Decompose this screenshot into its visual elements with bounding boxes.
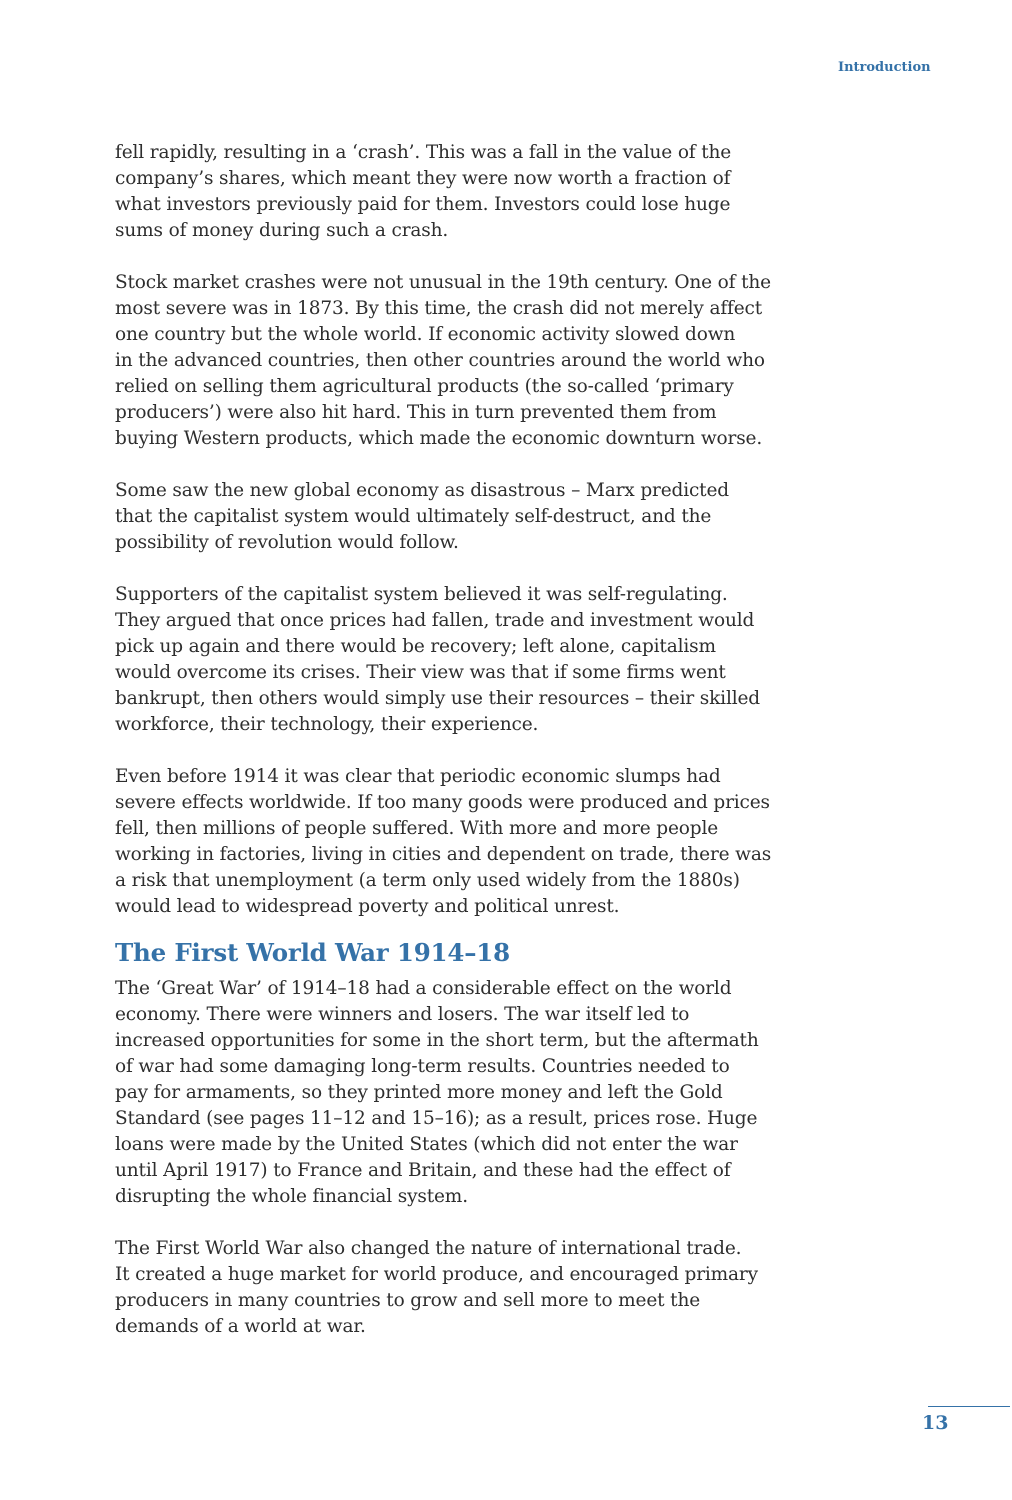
text-line: what investors previously paid for them. Investors could lose huge [115,194,731,215]
text-line: Even before 1914 it was clear that periodic economic slumps had [115,766,721,787]
body-before-heading [115,140,783,920]
section-heading: The First World War 1914–18 [115,938,510,967]
text-line: of war had some damaging long-term results. Countries needed to [115,1056,730,1077]
text-line: producers’) were also hit hard. This in turn prevented them from [115,402,717,423]
text-line: buying Western products, which made the economic downturn worse. [115,428,763,449]
page-number: 13 [922,1412,949,1434]
paragraph [115,976,783,1210]
text-line: Supporters of the capitalist system believed it was self-regulating. [115,584,728,605]
text-line: severe effects worldwide. If too many goods were produced and prices [115,792,770,813]
text-line: pick up again and there would be recovery; left alone, capitalism [115,636,716,657]
paragraph [115,478,783,556]
text-line: The First World War also changed the nature of international trade. [115,1238,742,1259]
text-line: fell rapidly, resulting in a ‘crash’. This was a fall in the value of the [115,142,732,163]
text-line: working in factories, living in cities and dependent on trade, there was [115,844,772,865]
text-line: loans were made by the United States (which did not enter the war [115,1134,738,1155]
page-body [115,140,783,1366]
text-line: The ‘Great War’ of 1914–18 had a considerable effect on the world [115,978,732,999]
text-line: Stock market crashes were not unusual in the 19th century. One of the [115,272,771,293]
text-line: in the advanced countries, then other countries around the world who [115,350,765,371]
text-line: They argued that once prices had fallen, trade and investment would [115,610,755,631]
text-line: economy. There were winners and losers. The war itself led to [115,1004,690,1025]
text-line: fell, then millions of people suffered. With more and more people [115,818,719,839]
paragraph [115,582,783,738]
text-line: relied on selling them agricultural products (the so-called ‘primary [115,376,734,397]
text-line: would lead to widespread poverty and political unrest. [115,896,620,917]
text-line: increased opportunities for some in the short term, but the aftermath [115,1030,759,1051]
text-line: Some saw the new global economy as disastrous – Marx predicted [115,480,729,501]
text-line: demands of a world at war. [115,1316,366,1337]
paragraph [115,1236,783,1340]
text-line: producers in many countries to grow and sell more to meet the [115,1290,701,1311]
text-line: workforce, their technology, their experience. [115,714,539,735]
paragraph [115,764,783,920]
text-line: that the capitalist system would ultimately self-destruct, and the [115,506,712,527]
running-head: Introduction [838,60,931,75]
text-line: possibility of revolution would follow. [115,532,459,553]
text-line: company’s shares, which meant they were now worth a fraction of [115,168,731,189]
body-after-heading [115,976,783,1340]
text-line: Standard (see pages 11–12 and 15–16); as a result, prices rose. Huge [115,1108,758,1129]
paragraph [115,270,783,452]
text-line: until April 1917) to France and Britain, and these had the effect of [115,1160,731,1181]
text-line: sums of money during such a crash. [115,220,449,241]
text-line: would overcome its crises. Their view was that if some firms went [115,662,726,683]
text-line: bankrupt, then others would simply use their resources – their skilled [115,688,760,709]
text-line: one country but the whole world. If economic activity slowed down [115,324,736,345]
paragraph [115,140,783,244]
text-line: pay for armaments, so they printed more money and left the Gold [115,1082,723,1103]
footer-rule [928,1406,1010,1407]
text-line: It created a huge market for world produce, and encouraged primary [115,1264,758,1285]
text-line: most severe was in 1873. By this time, the crash did not merely affect [115,298,763,319]
text-line: a risk that unemployment (a term only used widely from the 1880s) [115,870,740,891]
text-line: disrupting the whole financial system. [115,1186,468,1207]
